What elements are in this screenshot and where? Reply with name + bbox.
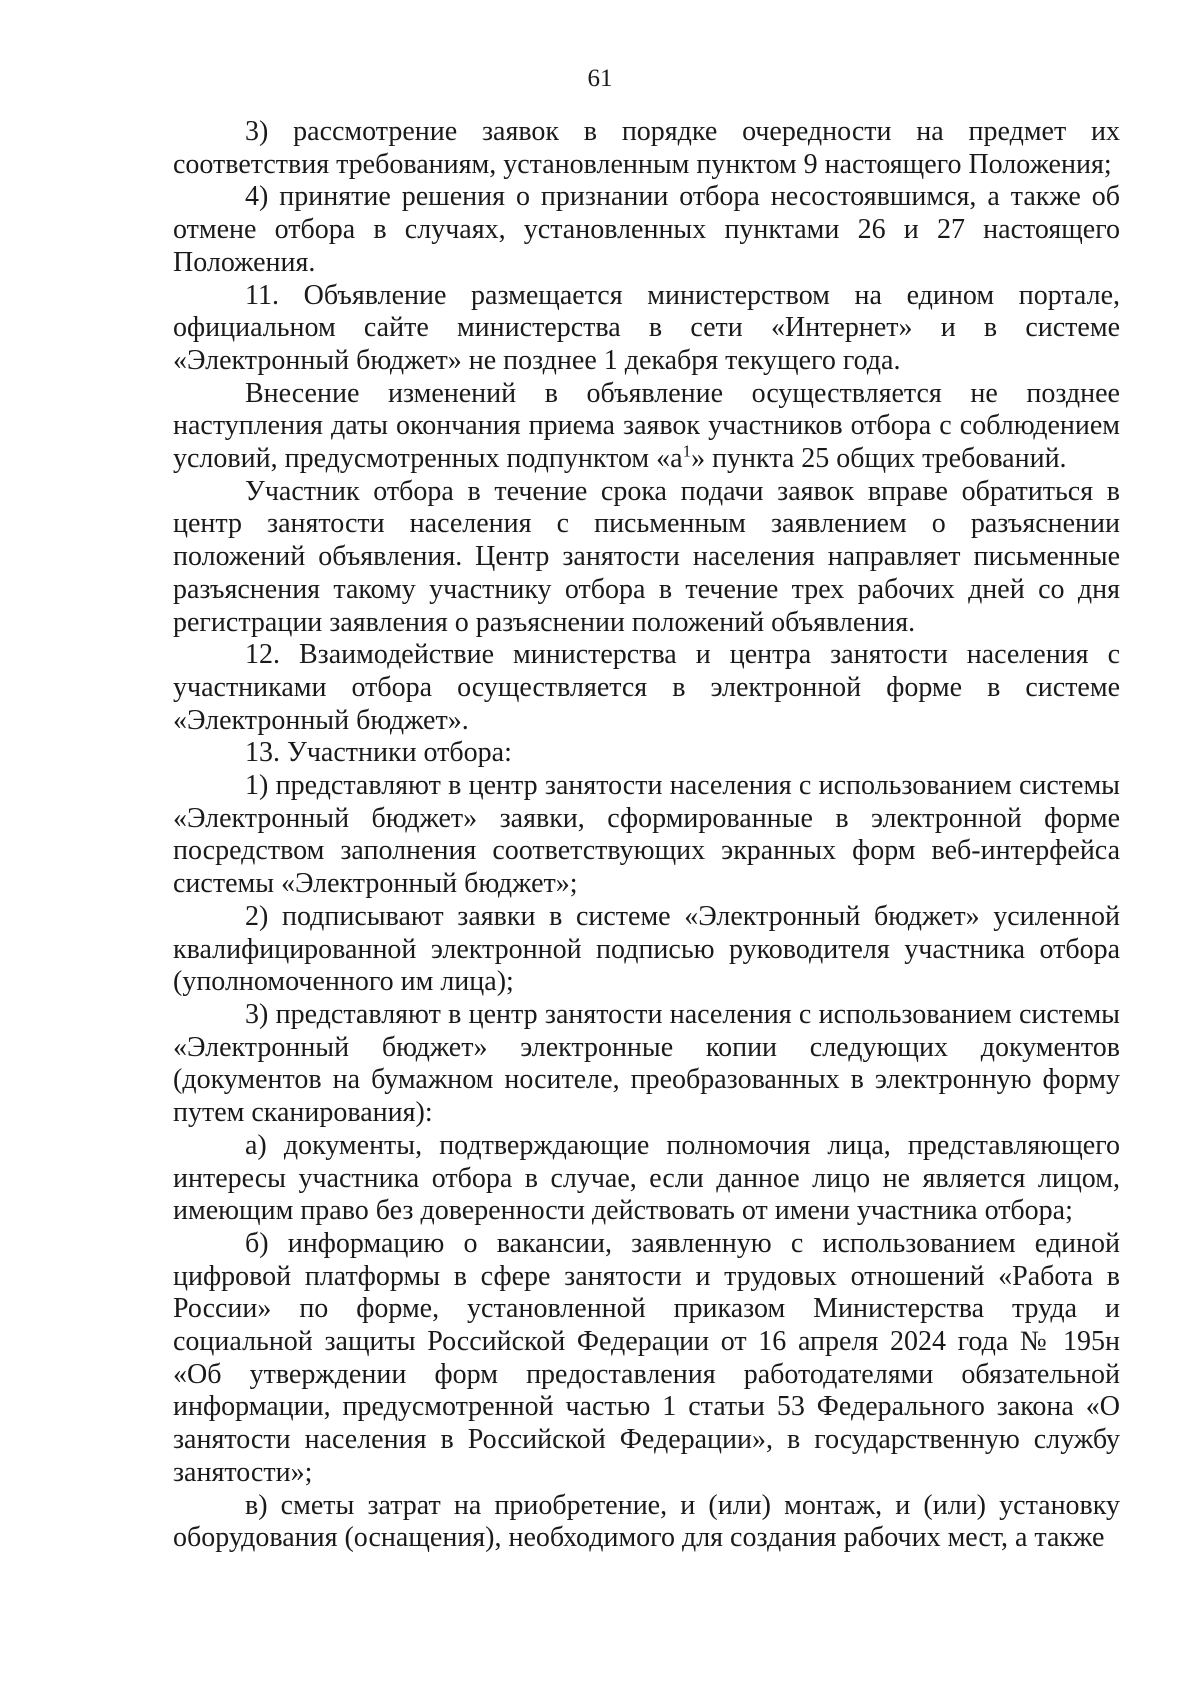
page-number: 61 xyxy=(587,65,613,92)
paragraph-review-of-applications: 3) рассмотрение заявок в порядке очередности на предмет их соответствия требованиям, установленным пунктом 9 настоящего Положения; xyxy=(173,116,1120,180)
paragraph-decision-failed-selection: 4) принятие решения о признании отбора несостоявшимся, а также об отмене отбора в случаях, установленных пунктами 26 и 27 настоящего Положения. xyxy=(173,181,1120,278)
paragraph-submit-applications: 1) представляют в центр занятости населения с использованием системы «Электронный бюджет» заявки, сформированные в электронной форме посредством заполнения соответствующих экранных форм веб-интерфейса системы «Электронный бюджет»; xyxy=(173,770,1120,900)
superscript-marker: 1 xyxy=(682,441,692,461)
paragraph-cost-estimates: в) сметы затрат на приобретение, и (или) монтаж, и (или) установку оборудования (оснащения), необходимого для создания рабочих мест, а также xyxy=(173,1489,1120,1554)
paragraph-authority-documents: а) документы, подтверждающие полномочия лица, представляющего интересы участника отбора в случае, если данное лицо не является лицом, имеющим право без доверенности действовать от имени участника отбора; xyxy=(173,1129,1120,1227)
document-body xyxy=(173,116,1120,1555)
paragraph-clarification-request: Участник отбора в течение срока подачи заявок вправе обратиться в центр занятости населения с письменным заявлением о разъяснении положений объявления. Центр занятости населения направляет письменные разъяснения такому участнику отбора в течение трех рабочих дней со дня регистрации заявления о разъяснении положений объявления. xyxy=(173,475,1120,638)
paragraph-submit-document-copies: 3) представляют в центр занятости населения с использованием системы «Электронный бюджет» электронные копии следующих документов (документов на бумажном носителе, преобразованных в электронную форму путем сканирования): xyxy=(173,998,1120,1129)
paragraph-announcement-placement: 11. Объявление размещается министерством на едином портале, официальном сайте министерства в сети «Интернет» и в системе «Электронный бюджет» не позднее 1 декабря текущего года. xyxy=(173,279,1120,376)
paragraph-vacancy-information: б) информацию о вакансии, заявленную с использованием единой цифровой платформы в сфере занятости и трудовых отношений «Работа в России» по форме, установленной приказом Министерства труда и социальной защиты Российской Федерации от 16 апреля 2024 года № 195н «Об утверждении форм предоставления работодателями обязательной информации, предусмотренной частью 1 статьи 53 Федерального закона «О занятости населения в Российской Федерации», в государственную службу занятости»; xyxy=(173,1227,1120,1488)
paragraph-announcement-changes xyxy=(173,378,1120,476)
paragraph-announcement-changes-tail: » пункта 25 общих требований. xyxy=(691,443,1067,475)
paragraph-participants-heading: 13. Участники отбора: xyxy=(245,737,512,769)
paragraph-sign-applications: 2) подписывают заявки в системе «Электронный бюджет» усиленной квалифицированной электронной подписью руководителя участника отбора (уполномоченного им лица); xyxy=(173,900,1120,998)
paragraph-announcement-changes-text: Внесение изменений в объявление осуществляется не позднее наступления даты окончания приема заявок участников отбора с соблюдением условий, предусмотренных подпунктом «а xyxy=(173,377,1120,475)
paragraph-electronic-interaction: 12. Взаимодействие министерства и центра занятости населения с участниками отбора осуществляется в электронной форме в системе «Электронный бюджет». xyxy=(173,639,1120,736)
